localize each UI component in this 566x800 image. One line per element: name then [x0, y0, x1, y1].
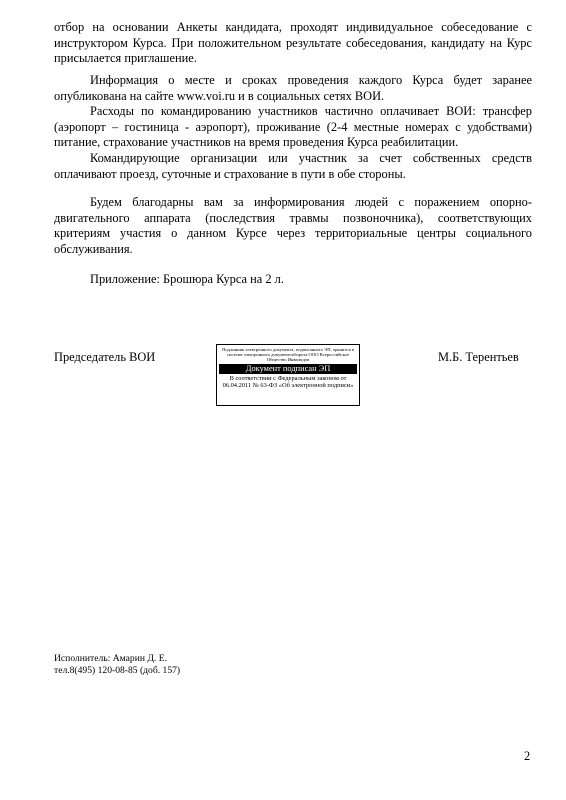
executor-block: [54, 653, 180, 677]
executor-name: Исполнитель: Амарин Д. Е.: [54, 653, 167, 664]
stamp-law-reference: В соответствии с Федеральным законом от 06.04.2011 № 63-ФЗ «Об электронной подписи»: [222, 374, 354, 390]
paragraph-travel-costs: Командирующие организации или участник за счет собственных средств оплачивают проезд, суточные и страхование в пути в обе стороны.: [54, 151, 532, 181]
signatory-name: М.Б. Терентьев: [438, 350, 519, 364]
stamp-signed-banner: Документ подписан ЭП: [219, 364, 357, 374]
executor-phone: тел.8(495) 120-08-85 (доб. 157): [54, 665, 181, 676]
paragraph-selection: отбор на основании Анкеты кандидата, проходят индивидуальное собеседование с инструктором Курса. При положительном результате собеседования, кандидату на Курс присылается приглашение.: [54, 20, 532, 65]
paragraph-gratitude: Будем благодарны вам за информирования людей с поражением опорно-двигательного аппарата (последствия травмы позвоночника), соответствующих критериям участия о данном Курсе через территориальные центры социального обслуживания.: [54, 195, 532, 256]
stamp-header-text: Подлинник электронного документа, подписанного ЭП, хранится в системе электронного документооборота ООО Всероссийское Общество Инвалидов: [222, 347, 354, 363]
signatory-title: Председатель ВОИ: [54, 350, 156, 364]
paragraph-course-info: Информация о месте и сроках проведения каждого Курса будет заранее опубликована на сайте www.voi.ru и в социальных сетях ВОИ.: [54, 73, 532, 103]
electronic-signature-stamp: [216, 344, 360, 406]
paragraph-expenses: Расходы по командированию участников частично оплачивает ВОИ: трансфер (аэропорт – гостиница - аэропорт), проживание (2-4 местные номерах с удобствами) питание, страхование участников на время проведения Курса реабилитации.: [54, 104, 532, 149]
page-number: 2: [524, 749, 531, 763]
attachment-note: Приложение: Брошюра Курса на 2 л.: [90, 272, 284, 286]
